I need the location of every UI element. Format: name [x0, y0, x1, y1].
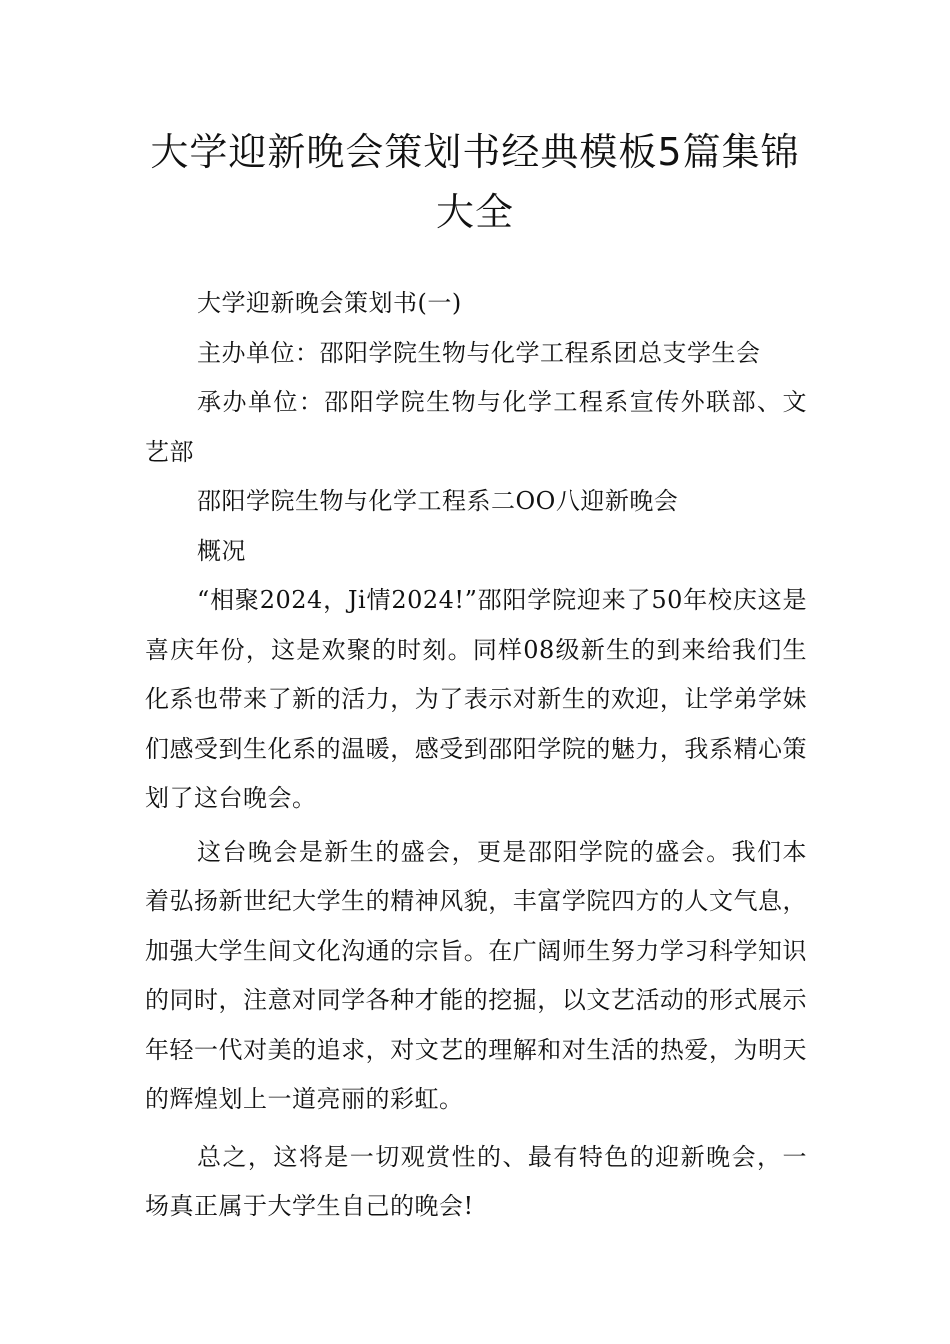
body-paragraph: 这台晚会是新生的盛会，更是邵阳学院的盛会。我们本着弘扬新世纪大学生的精神风貌，丰富学院四方的人文气息，加强大学生间文化沟通的宗旨。在广阔师生努力学习科学知识的同时，注意对同学各种才能的挖掘，以文艺活动的形式展示年轻一代对美的追求，对文艺的理解和对生活的热爱，为明天的辉煌划上一道亮丽的彩虹。 — [145, 837, 807, 1113]
co-organizer-line: 承办单位：邵阳学院生物与化学工程系宣传外联部、文艺部 — [145, 388, 807, 466]
body-paragraph: “相聚2024，Ji情2024!”邵阳学院迎来了50年校庆这是喜庆年份，这是欢聚的时刻。同样08级新生的到来给我们生化系也带来了新的活力，为了表示对新生的欢迎，让学弟学妹们感受到生化系的温暖，感受到邵阳学院的魅力，我系精心策划了这台晚会。 — [145, 586, 807, 812]
document-title — [120, 122, 830, 242]
title-line-2: 大全 — [435, 190, 514, 234]
section-heading: 大学迎新晚会策划书(一) — [197, 289, 462, 317]
event-name-line: 邵阳学院生物与化学工程系二OO八迎新晚会 — [197, 487, 679, 515]
title-line-1: 大学迎新晚会策划书经典模板5篇集锦 — [150, 130, 800, 174]
body-paragraph: 总之，这将是一切观赏性的、最有特色的迎新晚会，一场真正属于大学生自己的晚会! — [145, 1142, 807, 1220]
document-body — [145, 279, 807, 1232]
overview-heading: 概况 — [197, 536, 246, 565]
organizer-line: 主办单位：邵阳学院生物与化学工程系团总支学生会 — [197, 338, 761, 367]
